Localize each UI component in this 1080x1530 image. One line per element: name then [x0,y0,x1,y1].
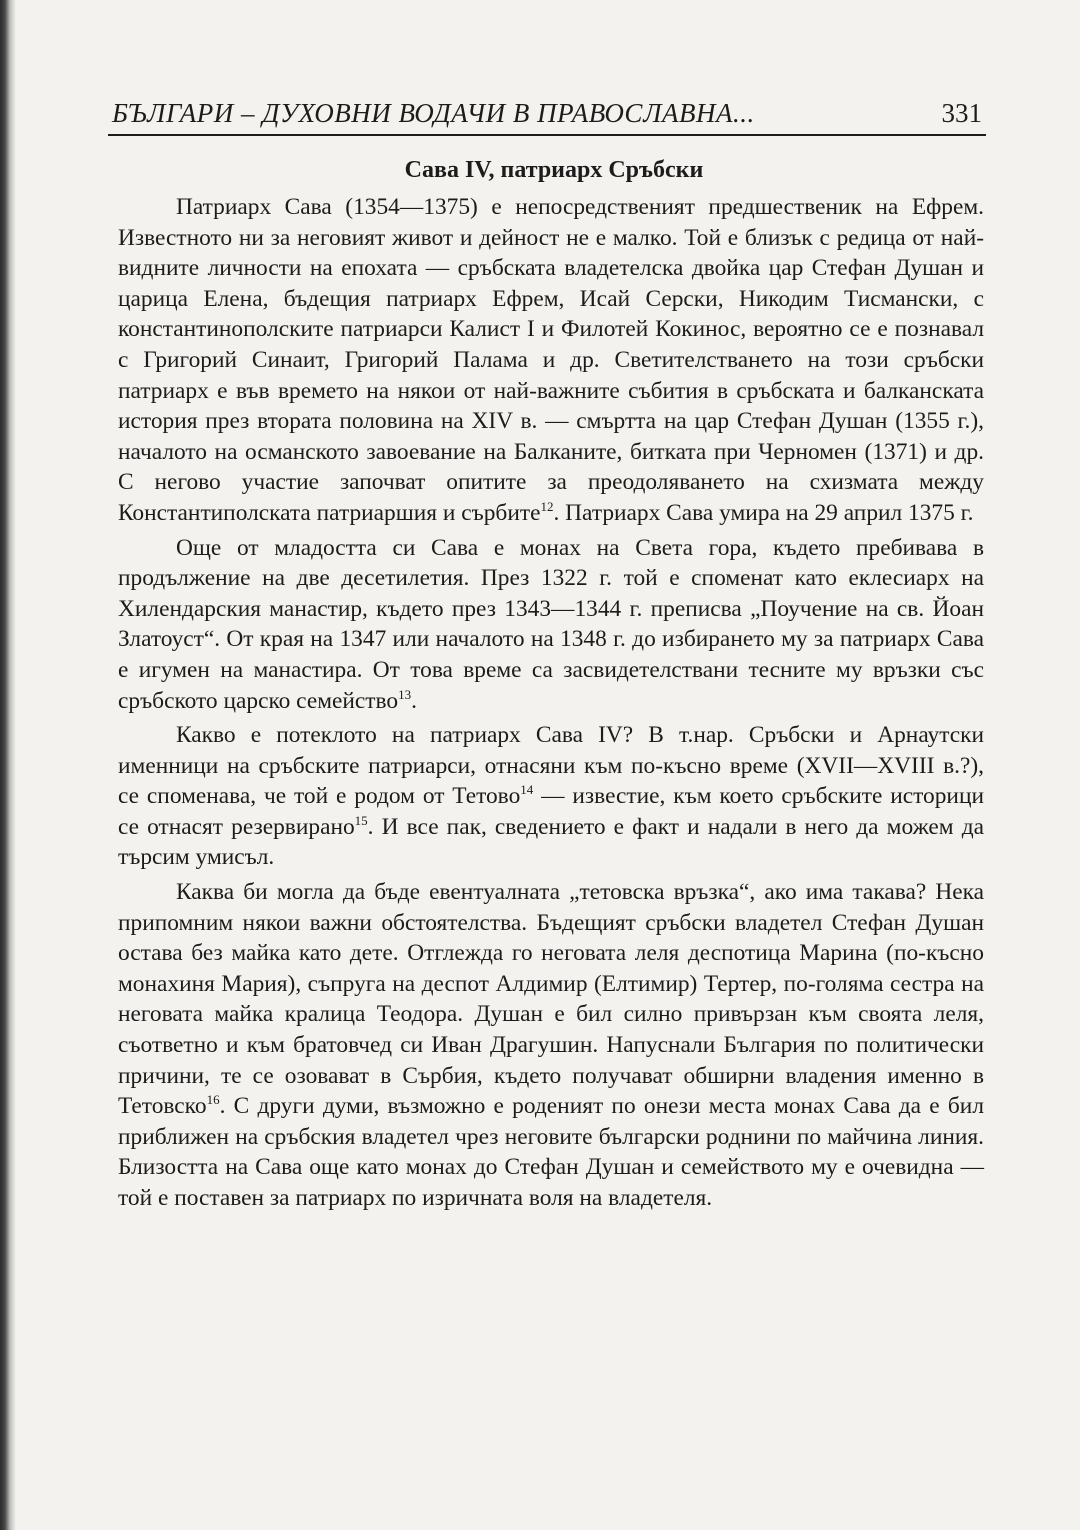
paragraph-4-text-a: Каква би могла да бъде евентуалната „тетовска връзка“, ако има такава? Нека припомним някои важни обстоятелства. Бъдещият сръбски владетел Стефан Душан остава без майка като дете. Отглежда го неговата леля деспотица Марина (по-късно монахиня Мария), съпруга на деспот Алдимир (Елтимир) Тертер, по-голяма сестра на неговата майка кралица Теодора. Душан е бил силно привързан към своята леля, съответно и към братовчед си Иван Драгушин. Напуснали България по политически причини, те се озовават в Сърбия, където получават обширни владения именно в Тетовско [118,879,984,1120]
paragraph-3-text-b: — известие, към което сръбските историци се отнасят резервирано [118,783,984,840]
paragraph-3-text-c: . И все пак, сведението е факт и надали в него да можем да търсим умисъл. [118,813,984,871]
header-rule [108,134,986,136]
running-header [108,96,986,132]
body-text [108,192,986,1214]
paragraph-2-text-a: Още от младостта си Сава е монах на Света гора, където пребивава в продължение на две десетилетия. През 1322 г. той е споменат като еклесиарх на Хилендарския манастир, където през 1343—1344 г. преписва „Поучение на св. Йоан Златоуст“. От края на 1347 или началото на 1348 г. до избирането му за патриарх Сава е игумен на манастира. От това време са засвидетелствани тесните му връзки със сръбското царско семейство [118,534,984,714]
paragraph-3-text-a: Какво е потеклото на патриарх Сава IV? В т.нар. Сръбски и Арнаутски именници на сръбските патриарси, отнасяни към по-късно време (XVII—XVIII в.?), се споменава, че той е родом от Тетово [118,722,984,810]
binding-edge-shadow [0,0,16,1530]
footnote-ref-14: 14 [520,782,534,798]
footnote-ref-13: 13 [398,686,412,702]
section-title: Сава IV, патриарх Сръбски [404,157,704,183]
running-title: БЪЛГАРИ – ДУХОВНИ ВОДАЧИ В ПРАВОСЛАВНА... [112,98,755,128]
paragraph-4-text-b: . С други думи, възможно е роденият по онези места монах Сава да е бил приближен на сръбския владетел чрез неговите български роднини по майчина линия. Близостта на Сава още като монах до Стефан Душан и семейството му е очевидна — той е поставен за патриарх по изричната воля на владетеля. [118,1093,984,1211]
footnote-ref-16: 16 [206,1092,220,1108]
paragraph-1-text-b: . Патриарх Сава умира на 29 април 1375 г. [553,499,974,526]
paragraph-1-text-a: Патриарх Сава (1354—1375) е непосредственият предшественик на Ефрем. Известното ни за неговият живот и дейност не е малко. Той е близък с редица от най-видните личности на епохата — сръбската владетелска двойка цар Стефан Душан и царица Елена, бъдещия патриарх Ефрем, Исай Серски, Никодим Тисмански, с константинополските патриарси Калист I и Филотей Кокинос, вероятно се е познавал с Григорий Синаит, Григорий Палама и др. Светителстването на този сръбски патриарх е във времето на някои от най-важните събития в сръбската и балканската история през втората половина на XIV в. — смъртта на цар Стефан Душан (1355 г.), началото на османското завоевание на Балканите, битката при Черномен (1371) и др. С негово участие започват опитите за преодоляването на схизмата между Константиполската патриаршия и сърбите [118,194,984,526]
footnote-ref-15: 15 [354,813,368,829]
paragraph-3 [118,720,984,873]
page-number: 331 [941,98,982,128]
footnote-ref-12: 12 [540,499,554,515]
paragraph-2 [118,533,984,717]
paragraph-4 [118,877,984,1214]
paragraph-2-text-b: . [411,687,417,714]
paragraph-1 [118,192,984,529]
book-page [108,96,986,1214]
